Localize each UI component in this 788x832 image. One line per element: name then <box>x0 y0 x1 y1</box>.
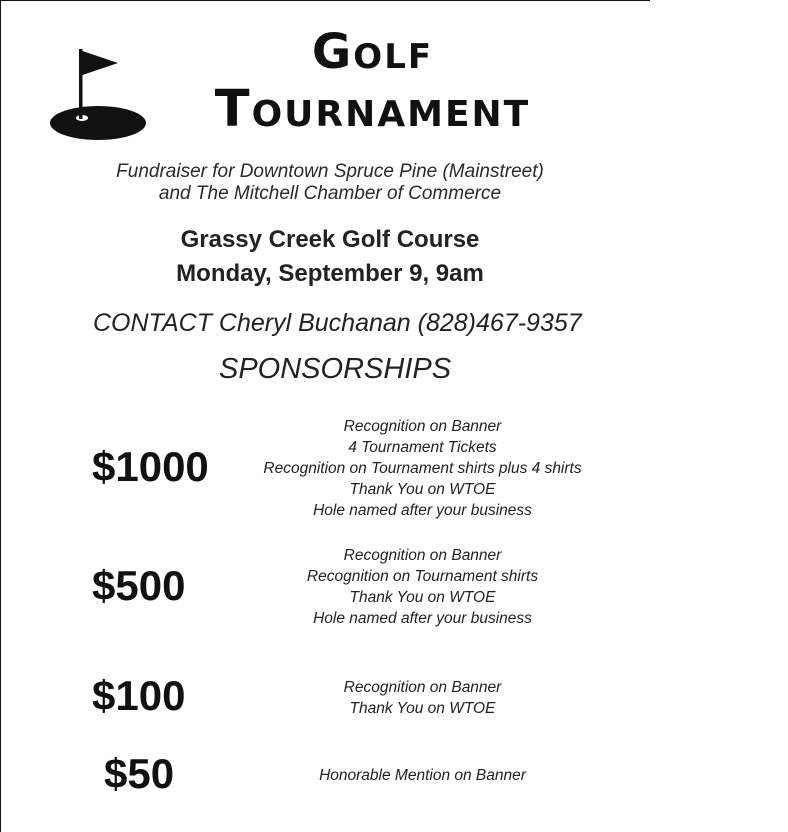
title-line-2: Tournament <box>214 80 531 139</box>
benefit-item: Recognition on Tournament shirts <box>306 568 539 585</box>
tier-price: $500 <box>92 562 186 609</box>
benefit-item: Thank You on WTOE <box>349 589 496 606</box>
tier-benefits-list <box>250 545 595 629</box>
benefit-item: Thank You on WTOE <box>349 481 496 498</box>
title-line-1: Golf <box>311 24 434 80</box>
tier-benefits-list <box>250 765 595 786</box>
event-date: Monday, September 9, 9am <box>176 260 484 287</box>
benefit-item: Recognition on Banner <box>343 679 502 696</box>
tier-benefits-list <box>250 416 595 521</box>
tier-price: $50 <box>104 750 175 797</box>
benefit-item: Recognition on Tournament shirts plus 4 shirts <box>263 460 582 477</box>
event-venue: Grassy Creek Golf Course <box>180 226 480 253</box>
benefit-item: 4 Tournament Tickets <box>348 439 497 456</box>
benefit-item: Recognition on Banner <box>343 418 502 435</box>
golf-flag-hole-icon <box>48 45 150 145</box>
benefit-item: Recognition on Banner <box>343 547 502 564</box>
tier-price: $1000 <box>92 443 209 490</box>
benefit-item: Hole named after your business <box>313 502 532 519</box>
sponsorships-heading: SPONSORSHIPS <box>219 353 452 385</box>
benefit-item: Honorable Mention on Banner <box>319 767 526 784</box>
subtitle-line-1: Fundraiser for Downtown Spruce Pine (Mainstreet) <box>116 161 544 182</box>
left-border <box>0 0 1 832</box>
benefit-item: Thank You on WTOE <box>349 700 496 717</box>
benefit-item: Hole named after your business <box>313 610 532 627</box>
top-border <box>0 0 650 1</box>
tier-price: $100 <box>92 672 186 719</box>
contact-line: CONTACT Cheryl Buchanan (828)467-9357 <box>93 309 582 337</box>
tier-benefits-list <box>250 677 595 719</box>
subtitle-line-2: and The Mitchell Chamber of Commerce <box>158 183 502 204</box>
